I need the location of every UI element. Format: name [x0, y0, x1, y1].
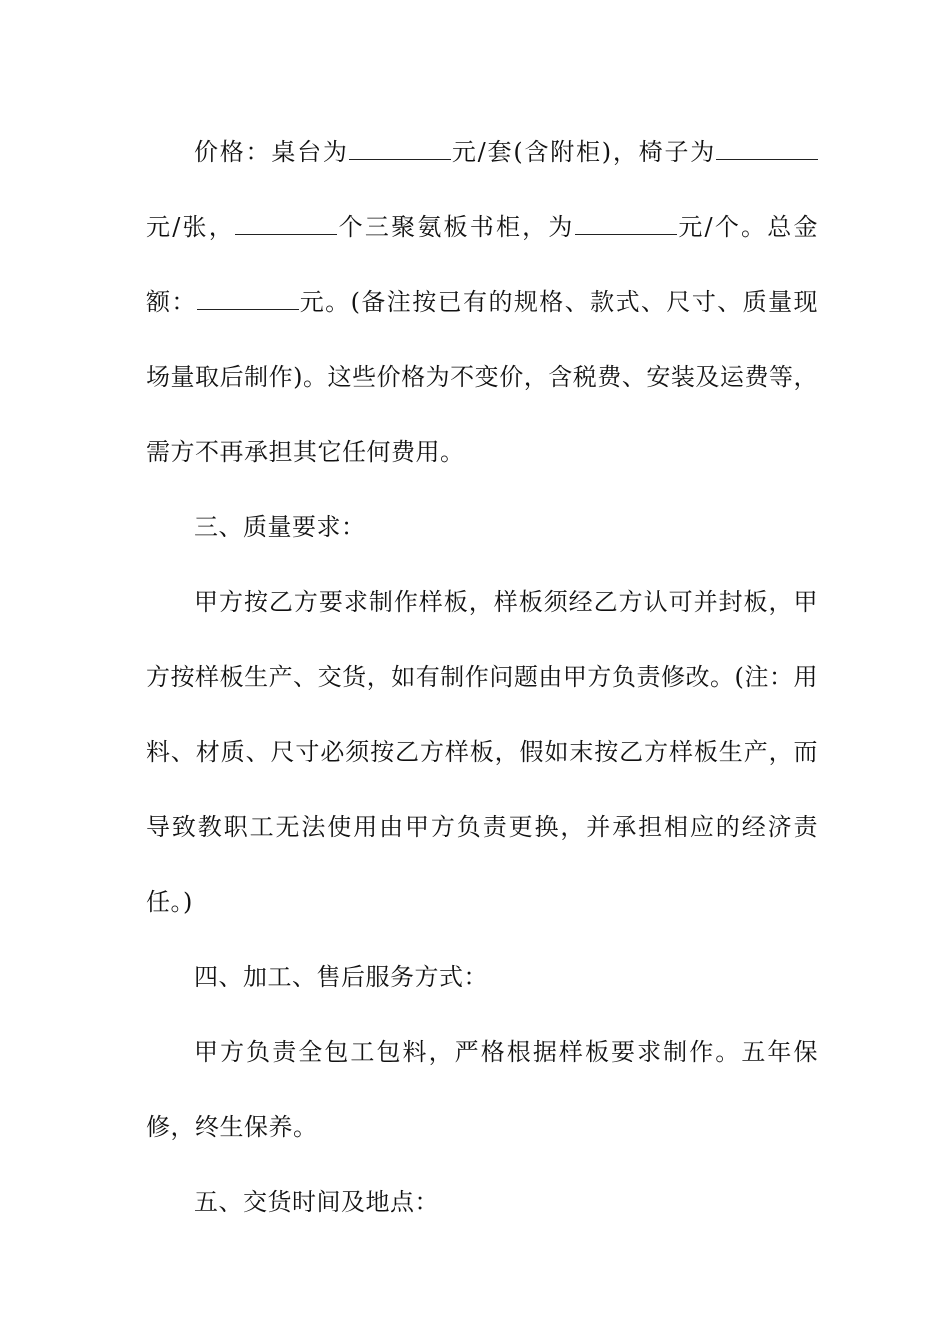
desk-price-blank [349, 137, 451, 160]
section-body-quality: 甲方按乙方要求制作样板，样板须经乙方认可并封板，甲方按样板生产、交货，如有制作问题由甲方负责修改。(注：用料、材质、尺寸必须按乙方样板，假如末按乙方样板生产，而导致教职工无法使用由甲方负责更换，并承担相应的经济责任。) [146, 588, 818, 916]
section-heading-service: 四、加工、售后服务方式： [194, 963, 488, 991]
price-text-3: 元/张， [146, 213, 235, 241]
section-heading-delivery: 五、交货时间及地点： [194, 1188, 439, 1216]
price-text-2: 元/套(含附柜)，椅子为 [450, 138, 717, 166]
price-text-4: 个三聚氨板书柜，为 [336, 213, 575, 241]
price-paragraph [146, 115, 818, 490]
price-text-5: 元/个。总金额： [146, 213, 818, 316]
price-text-1: 价格：桌台为 [194, 138, 349, 166]
section-heading-quality: 三、质量要求： [194, 513, 366, 541]
bookcase-count-blank [235, 212, 337, 235]
chair-price-blank [716, 137, 818, 160]
price-text-6: 元。(备注按已有的规格、款式、尺寸、质量现场量取后制作)。这些价格为不变价，含税费、安装及运费等，需方不再承担其它任何费用。 [146, 288, 818, 466]
document-page [146, 115, 818, 1240]
section-body-service: 甲方负责全包工包料，严格根据样板要求制作。五年保修，终生保养。 [146, 1038, 818, 1141]
total-amount-blank [197, 287, 299, 310]
bookcase-price-blank [575, 212, 677, 235]
